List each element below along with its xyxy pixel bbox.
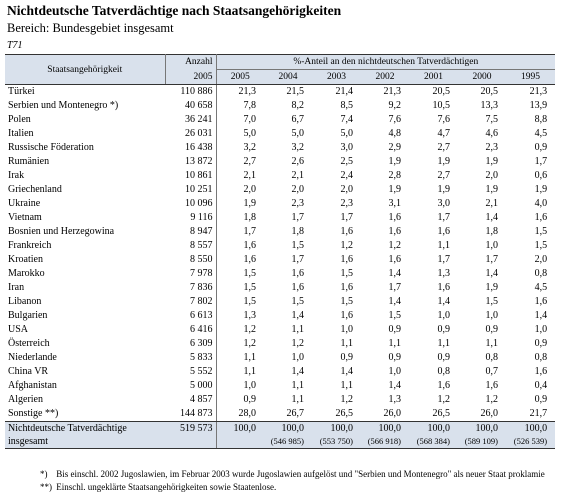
percent-cell: 1,5	[458, 295, 506, 309]
percent-cell: 21,7	[506, 407, 555, 422]
table-row	[5, 365, 555, 379]
country-cell: Serbien und Montenegro *)	[5, 99, 165, 113]
count-cell: 5 552	[165, 365, 216, 379]
percent-cell: 1,6	[264, 281, 312, 295]
country-cell: Vietnam	[5, 211, 165, 225]
percent-cell: 1,7	[506, 155, 555, 169]
percent-cell: 2,0	[264, 183, 312, 197]
country-cell: Libanon	[5, 295, 165, 309]
percent-cell: 0,8	[506, 267, 555, 281]
count-cell: 36 241	[165, 113, 216, 127]
percent-cell: 1,2	[216, 337, 264, 351]
table-row	[5, 127, 555, 141]
percent-cell: 1,4	[361, 379, 409, 393]
percent-cell: 26,5	[312, 407, 361, 422]
total-cell	[458, 422, 506, 449]
percent-cell: 1,6	[361, 211, 409, 225]
count-cell: 8 550	[165, 253, 216, 267]
percent-cell: 2,0	[216, 183, 264, 197]
percent-cell: 1,4	[361, 295, 409, 309]
total-absolute: (526 539)	[513, 436, 548, 446]
country-cell: Algerien	[5, 393, 165, 407]
count-cell: 5 833	[165, 351, 216, 365]
percent-cell: 2,0	[506, 253, 555, 267]
percent-cell: 1,1	[312, 379, 361, 393]
percent-cell: 0,9	[506, 141, 555, 155]
percent-cell: 2,1	[216, 169, 264, 183]
table-row	[5, 225, 555, 239]
percent-cell: 1,6	[506, 365, 555, 379]
percent-cell: 0,8	[409, 365, 458, 379]
percent-cell: 1,4	[264, 365, 312, 379]
percent-cell: 7,6	[361, 113, 409, 127]
table-row	[5, 113, 555, 127]
table-row	[5, 183, 555, 197]
percent-cell: 1,7	[264, 253, 312, 267]
count-cell: 16 438	[165, 141, 216, 155]
count-cell: 6 416	[165, 323, 216, 337]
percent-cell: 1,6	[506, 295, 555, 309]
percent-cell: 0,8	[506, 351, 555, 365]
count-cell: 10 096	[165, 197, 216, 211]
percent-cell: 4,7	[409, 127, 458, 141]
header-year: 2000	[458, 70, 506, 85]
percent-cell: 1,6	[312, 309, 361, 323]
header-staat: Staatsangehörigkeit	[5, 55, 165, 85]
percent-cell: 21,5	[264, 85, 312, 100]
percent-cell: 1,3	[361, 393, 409, 407]
percent-cell: 21,4	[312, 85, 361, 100]
percent-cell: 1,5	[264, 295, 312, 309]
data-table	[5, 54, 555, 449]
table-row	[5, 155, 555, 169]
percent-cell: 2,1	[264, 169, 312, 183]
percent-cell: 1,2	[312, 239, 361, 253]
percent-cell: 1,4	[409, 295, 458, 309]
country-cell: Griechenland	[5, 183, 165, 197]
percent-cell: 26,7	[264, 407, 312, 422]
percent-cell: 5,0	[312, 127, 361, 141]
total-cell	[216, 422, 264, 449]
percent-cell: 21,3	[506, 85, 555, 100]
percent-cell: 1,1	[409, 239, 458, 253]
percent-cell: 20,5	[409, 85, 458, 100]
percent-cell: 2,4	[312, 169, 361, 183]
percent-cell: 1,6	[361, 253, 409, 267]
total-value: 100,0	[524, 423, 548, 434]
percent-cell: 4,0	[506, 197, 555, 211]
percent-cell: 13,9	[506, 99, 555, 113]
count-cell: 8 947	[165, 225, 216, 239]
percent-cell: 2,6	[264, 155, 312, 169]
country-cell: Russische Föderation	[5, 141, 165, 155]
percent-cell: 0,7	[458, 365, 506, 379]
percent-cell: 1,0	[506, 323, 555, 337]
percent-cell: 2,9	[361, 141, 409, 155]
percent-cell: 1,2	[216, 323, 264, 337]
percent-cell: 1,9	[361, 155, 409, 169]
percent-cell: 1,0	[216, 379, 264, 393]
country-cell: Italien	[5, 127, 165, 141]
country-cell: Frankreich	[5, 239, 165, 253]
percent-cell: 1,7	[216, 225, 264, 239]
percent-cell: 1,2	[409, 393, 458, 407]
table-total	[5, 422, 555, 449]
total-value: 100,0	[378, 423, 401, 434]
table-row	[5, 267, 555, 281]
footnote	[40, 469, 545, 479]
table-row	[5, 141, 555, 155]
percent-cell: 1,1	[361, 337, 409, 351]
percent-cell: 4,5	[506, 127, 555, 141]
percent-cell: 1,6	[409, 379, 458, 393]
percent-cell: 1,3	[216, 309, 264, 323]
percent-cell: 4,8	[361, 127, 409, 141]
total-count: 519 573	[165, 422, 216, 449]
percent-cell: 3,1	[361, 197, 409, 211]
percent-cell: 1,7	[409, 253, 458, 267]
percent-cell: 13,3	[458, 99, 506, 113]
country-cell: Bosnien und Herzegowina	[5, 225, 165, 239]
percent-cell: 1,1	[458, 337, 506, 351]
count-cell: 7 802	[165, 295, 216, 309]
count-cell: 40 658	[165, 99, 216, 113]
footnote-text: Einschl. ungeklärte Staatsangehörigkeiten sowie Staatenlose.	[56, 482, 277, 492]
total-cell	[506, 422, 555, 449]
percent-cell: 1,7	[264, 211, 312, 225]
count-cell: 13 872	[165, 155, 216, 169]
percent-cell: 1,1	[264, 393, 312, 407]
percent-cell: 1,1	[216, 365, 264, 379]
count-cell: 5 000	[165, 379, 216, 393]
percent-cell: 1,6	[312, 225, 361, 239]
percent-cell: 6,7	[264, 113, 312, 127]
percent-cell: 5,0	[216, 127, 264, 141]
percent-cell: 1,6	[312, 253, 361, 267]
country-cell: Polen	[5, 113, 165, 127]
percent-cell: 1,8	[458, 225, 506, 239]
percent-cell: 1,4	[264, 309, 312, 323]
percent-cell: 1,6	[409, 225, 458, 239]
percent-cell: 1,9	[458, 183, 506, 197]
percent-cell: 21,3	[361, 85, 409, 100]
percent-cell: 7,5	[458, 113, 506, 127]
country-cell: Irak	[5, 169, 165, 183]
percent-cell: 26,0	[458, 407, 506, 422]
percent-cell: 1,7	[458, 253, 506, 267]
page-title: Nichtdeutsche Tatverdächtige nach Staatsangehörigkeiten	[7, 3, 342, 18]
table-row	[5, 197, 555, 211]
country-cell: USA	[5, 323, 165, 337]
total-value: 100,0	[427, 423, 450, 434]
percent-cell: 1,6	[264, 267, 312, 281]
table-row	[5, 309, 555, 323]
country-cell: Niederlande	[5, 351, 165, 365]
percent-cell: 8,5	[312, 99, 361, 113]
country-cell: Afghanistan	[5, 379, 165, 393]
percent-cell: 1,4	[506, 309, 555, 323]
percent-cell: 4,5	[506, 281, 555, 295]
percent-cell: 0,9	[458, 323, 506, 337]
percent-cell: 1,4	[312, 365, 361, 379]
percent-cell: 2,5	[312, 155, 361, 169]
percent-cell: 1,8	[216, 211, 264, 225]
percent-cell: 1,2	[312, 393, 361, 407]
percent-cell: 26,5	[409, 407, 458, 422]
footnote	[40, 482, 276, 492]
percent-cell: 7,6	[409, 113, 458, 127]
country-cell: Ukraine	[5, 197, 165, 211]
country-cell: Türkei	[5, 85, 165, 100]
percent-cell: 1,1	[264, 323, 312, 337]
percent-cell: 1,1	[216, 351, 264, 365]
percent-cell: 2,3	[458, 141, 506, 155]
percent-cell: 9,2	[361, 99, 409, 113]
percent-cell: 1,6	[506, 211, 555, 225]
count-cell: 110 886	[165, 85, 216, 100]
table-row	[5, 169, 555, 183]
percent-cell: 1,6	[312, 281, 361, 295]
percent-cell: 1,7	[312, 211, 361, 225]
count-cell: 4 857	[165, 393, 216, 407]
percent-cell: 2,3	[264, 197, 312, 211]
footnote-text: Bis einschl. 2002 Jugoslawien, im Februar 2003 wurde Jugoslawien aufgelöst und "Serbien und Montenegro" als neuer Staat proklamie	[56, 469, 545, 479]
percent-cell: 0,9	[216, 393, 264, 407]
percent-cell: 1,9	[361, 183, 409, 197]
percent-cell: 0,9	[361, 351, 409, 365]
percent-cell: 2,1	[458, 197, 506, 211]
percent-cell: 4,6	[458, 127, 506, 141]
percent-cell: 0,9	[409, 323, 458, 337]
percent-cell: 1,7	[409, 211, 458, 225]
percent-cell: 1,9	[409, 183, 458, 197]
percent-cell: 1,0	[264, 351, 312, 365]
header-year: 2004	[264, 70, 312, 85]
country-cell: China VR	[5, 365, 165, 379]
percent-cell: 1,2	[458, 393, 506, 407]
total-cell	[312, 422, 361, 449]
header-percent-title: %-Anteil an den nichtdeutschen Tatverdächtigen	[216, 55, 555, 70]
percent-cell: 21,3	[216, 85, 264, 100]
percent-cell: 0,9	[506, 393, 555, 407]
count-cell: 7 836	[165, 281, 216, 295]
percent-cell: 1,1	[264, 379, 312, 393]
count-cell: 26 031	[165, 127, 216, 141]
percent-cell: 0,9	[312, 351, 361, 365]
count-cell: 6 309	[165, 337, 216, 351]
country-cell: Kroatien	[5, 253, 165, 267]
table-body	[5, 85, 555, 422]
percent-cell: 2,7	[409, 141, 458, 155]
percent-cell: 1,4	[458, 211, 506, 225]
percent-cell: 1,0	[312, 323, 361, 337]
total-absolute: (553 750)	[319, 436, 353, 446]
percent-cell: 2,0	[312, 183, 361, 197]
table-row	[5, 337, 555, 351]
count-cell: 7 978	[165, 267, 216, 281]
percent-cell: 1,6	[361, 225, 409, 239]
percent-cell: 1,9	[506, 183, 555, 197]
table-row	[5, 211, 555, 225]
percent-cell: 1,6	[458, 379, 506, 393]
count-cell: 10 861	[165, 169, 216, 183]
count-cell: 8 557	[165, 239, 216, 253]
percent-cell: 1,6	[216, 253, 264, 267]
total-absolute: (566 918)	[367, 436, 401, 446]
percent-cell: 28,0	[216, 407, 264, 422]
percent-cell: 1,0	[361, 365, 409, 379]
header-year: 2002	[361, 70, 409, 85]
percent-cell: 1,9	[216, 197, 264, 211]
percent-cell: 1,5	[506, 225, 555, 239]
percent-cell: 1,9	[458, 281, 506, 295]
percent-cell: 8,8	[506, 113, 555, 127]
percent-cell: 1,4	[458, 267, 506, 281]
percent-cell: 10,5	[409, 99, 458, 113]
total-absolute: (546 985)	[270, 436, 304, 446]
footnote-mark: **)	[40, 482, 52, 492]
table-row	[5, 295, 555, 309]
percent-cell: 1,5	[506, 239, 555, 253]
table-row	[5, 351, 555, 365]
percent-cell: 0,9	[361, 323, 409, 337]
percent-cell: 1,5	[216, 281, 264, 295]
percent-cell: 1,5	[312, 295, 361, 309]
header-year: 1995	[506, 70, 555, 85]
total-label: Nichtdeutsche Tatverdächtige insgesamt	[5, 422, 165, 449]
total-value: 100,0	[233, 423, 256, 434]
percent-cell: 1,9	[409, 155, 458, 169]
percent-cell: 1,4	[361, 267, 409, 281]
footnote-mark: *)	[40, 469, 48, 479]
percent-cell: 1,2	[264, 337, 312, 351]
percent-cell: 3,2	[216, 141, 264, 155]
percent-cell: 3,2	[264, 141, 312, 155]
country-cell: Marokko	[5, 267, 165, 281]
total-absolute: (589 109)	[464, 436, 498, 446]
percent-cell: 0,8	[458, 351, 506, 365]
country-cell: Iran	[5, 281, 165, 295]
header-anzahl: Anzahl	[165, 55, 216, 70]
percent-cell: 1,7	[361, 281, 409, 295]
total-cell	[409, 422, 458, 449]
country-cell: Rumänien	[5, 155, 165, 169]
table-row	[5, 379, 555, 393]
percent-cell: 3,0	[312, 141, 361, 155]
percent-cell: 8,2	[264, 99, 312, 113]
percent-cell: 1,5	[312, 267, 361, 281]
header-year: 2003	[312, 70, 361, 85]
total-cell	[361, 422, 409, 449]
count-cell: 10 251	[165, 183, 216, 197]
total-value: 100,0	[330, 423, 353, 434]
percent-cell: 1,1	[312, 337, 361, 351]
percent-cell: 2,7	[409, 169, 458, 183]
page-subtitle: Bereich: Bundesgebiet insgesamt	[7, 21, 174, 35]
count-cell: 6 613	[165, 309, 216, 323]
table-row	[5, 85, 555, 100]
percent-cell: 20,5	[458, 85, 506, 100]
percent-cell: 1,3	[409, 267, 458, 281]
table-row	[5, 407, 555, 422]
percent-cell: 3,0	[409, 197, 458, 211]
percent-cell: 7,4	[312, 113, 361, 127]
percent-cell: 1,6	[409, 281, 458, 295]
total-cell	[264, 422, 312, 449]
percent-cell: 1,5	[361, 309, 409, 323]
total-value: 100,0	[475, 423, 498, 434]
percent-cell: 1,2	[361, 239, 409, 253]
percent-cell: 0,9	[409, 351, 458, 365]
percent-cell: 26,0	[361, 407, 409, 422]
table-header	[5, 55, 555, 85]
count-cell: 144 873	[165, 407, 216, 422]
percent-cell: 1,5	[264, 239, 312, 253]
table-code: T71	[7, 40, 23, 51]
percent-cell: 0,9	[506, 337, 555, 351]
percent-cell: 2,0	[458, 169, 506, 183]
percent-cell: 1,1	[409, 337, 458, 351]
percent-cell: 1,6	[216, 239, 264, 253]
country-cell: Bulgarien	[5, 309, 165, 323]
total-absolute: (568 384)	[416, 436, 450, 446]
table-row	[5, 99, 555, 113]
percent-cell: 1,8	[264, 225, 312, 239]
count-cell: 9 116	[165, 211, 216, 225]
percent-cell: 1,9	[458, 155, 506, 169]
table-row	[5, 281, 555, 295]
total-value: 100,0	[281, 423, 304, 434]
table-row	[5, 323, 555, 337]
header-year: 2001	[409, 70, 458, 85]
table-row	[5, 393, 555, 407]
percent-cell: 7,8	[216, 99, 264, 113]
percent-cell: 2,3	[312, 197, 361, 211]
percent-cell: 0,4	[506, 379, 555, 393]
percent-cell: 2,8	[361, 169, 409, 183]
percent-cell: 1,0	[409, 309, 458, 323]
percent-cell: 1,5	[216, 295, 264, 309]
header-anzahl-year: 2005	[165, 70, 216, 85]
percent-cell: 7,0	[216, 113, 264, 127]
country-cell: Österreich	[5, 337, 165, 351]
percent-cell: 2,7	[216, 155, 264, 169]
header-year: 2005	[216, 70, 264, 85]
percent-cell: 0,6	[506, 169, 555, 183]
percent-cell: 1,0	[458, 239, 506, 253]
percent-cell: 1,5	[216, 267, 264, 281]
percent-cell: 5,0	[264, 127, 312, 141]
table-row	[5, 239, 555, 253]
country-cell: Sonstige **)	[5, 407, 165, 422]
percent-cell: 1,0	[458, 309, 506, 323]
table-row	[5, 253, 555, 267]
